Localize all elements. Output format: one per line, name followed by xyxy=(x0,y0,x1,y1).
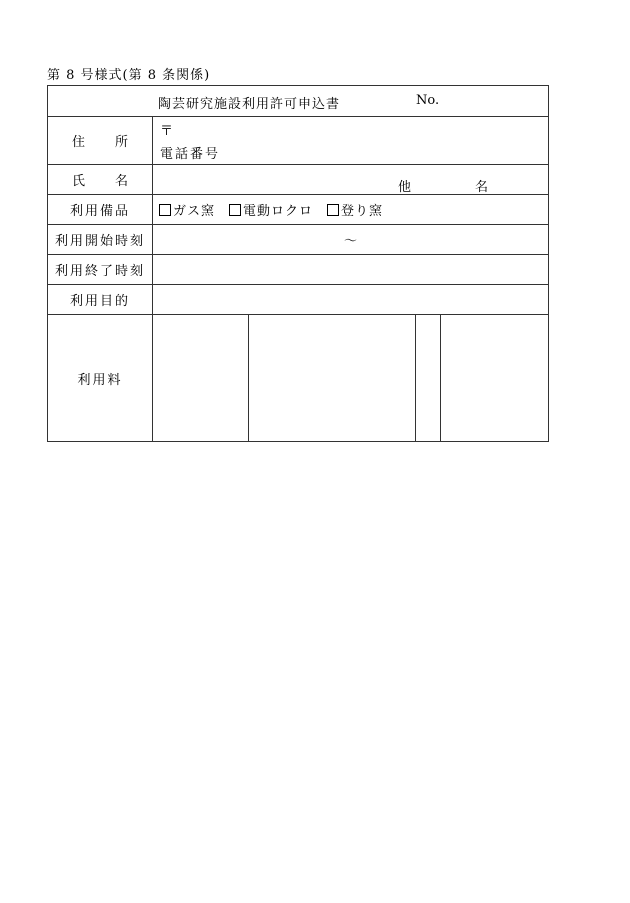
equipment-row xyxy=(48,195,549,225)
equipment-options xyxy=(153,195,549,225)
fee-field-3[interactable] xyxy=(415,315,440,441)
end-time-row xyxy=(48,255,549,285)
purpose-row xyxy=(48,285,549,315)
others-label-char-1: 他 xyxy=(398,180,412,195)
purpose-label: 利用目的 xyxy=(48,285,153,315)
phone-label: 電話番号 xyxy=(160,147,221,162)
form-reference: 第 8 号様式(第 8 条関係) xyxy=(47,68,211,83)
equipment-label: 利用備品 xyxy=(48,195,153,225)
address-field[interactable] xyxy=(153,117,549,165)
checkbox-icon[interactable] xyxy=(327,204,339,216)
name-label-char-2: 名 xyxy=(115,174,129,189)
equipment-option-label: 登り窯 xyxy=(341,204,384,219)
address-label-char-2: 所 xyxy=(115,135,129,150)
fee-subtable xyxy=(153,315,549,441)
title-row xyxy=(48,86,549,117)
checkbox-icon[interactable] xyxy=(229,204,241,216)
number-label: No. xyxy=(416,93,440,108)
application-form-table xyxy=(47,85,549,442)
name-row xyxy=(48,165,549,195)
name-label xyxy=(48,165,153,195)
postal-mark: 〒 xyxy=(160,124,174,139)
others-label-char-2: 名 xyxy=(475,180,489,195)
end-time-field[interactable] xyxy=(153,255,549,285)
address-label xyxy=(48,117,153,165)
equipment-option-gas-kiln[interactable] xyxy=(159,200,215,219)
fee-field-2[interactable] xyxy=(248,315,415,441)
title-cell xyxy=(48,86,549,117)
fee-row xyxy=(48,315,549,442)
start-time-field[interactable] xyxy=(153,225,549,255)
equipment-option-label: 電動ロクロ xyxy=(243,204,314,219)
equipment-option-label: ガス窯 xyxy=(173,204,216,219)
equipment-option-climbing-kiln[interactable] xyxy=(327,200,383,219)
purpose-field[interactable] xyxy=(153,285,549,315)
checkbox-icon[interactable] xyxy=(159,204,171,216)
time-separator: ～ xyxy=(343,234,357,249)
fee-field-group xyxy=(153,315,549,442)
address-row xyxy=(48,117,549,165)
equipment-option-electric-wheel[interactable] xyxy=(229,200,313,219)
form-title: 陶芸研究施設利用許可申込書 xyxy=(158,97,341,112)
fee-field-1[interactable] xyxy=(153,315,248,441)
fee-label: 利用料 xyxy=(48,315,153,442)
name-label-char-1: 氏 xyxy=(71,174,85,189)
fee-field-4[interactable] xyxy=(440,315,549,441)
end-time-label: 利用終了時刻 xyxy=(48,255,153,285)
start-time-label: 利用開始時刻 xyxy=(48,225,153,255)
name-field[interactable] xyxy=(153,165,549,195)
start-time-row xyxy=(48,225,549,255)
address-label-char-1: 住 xyxy=(71,135,85,150)
